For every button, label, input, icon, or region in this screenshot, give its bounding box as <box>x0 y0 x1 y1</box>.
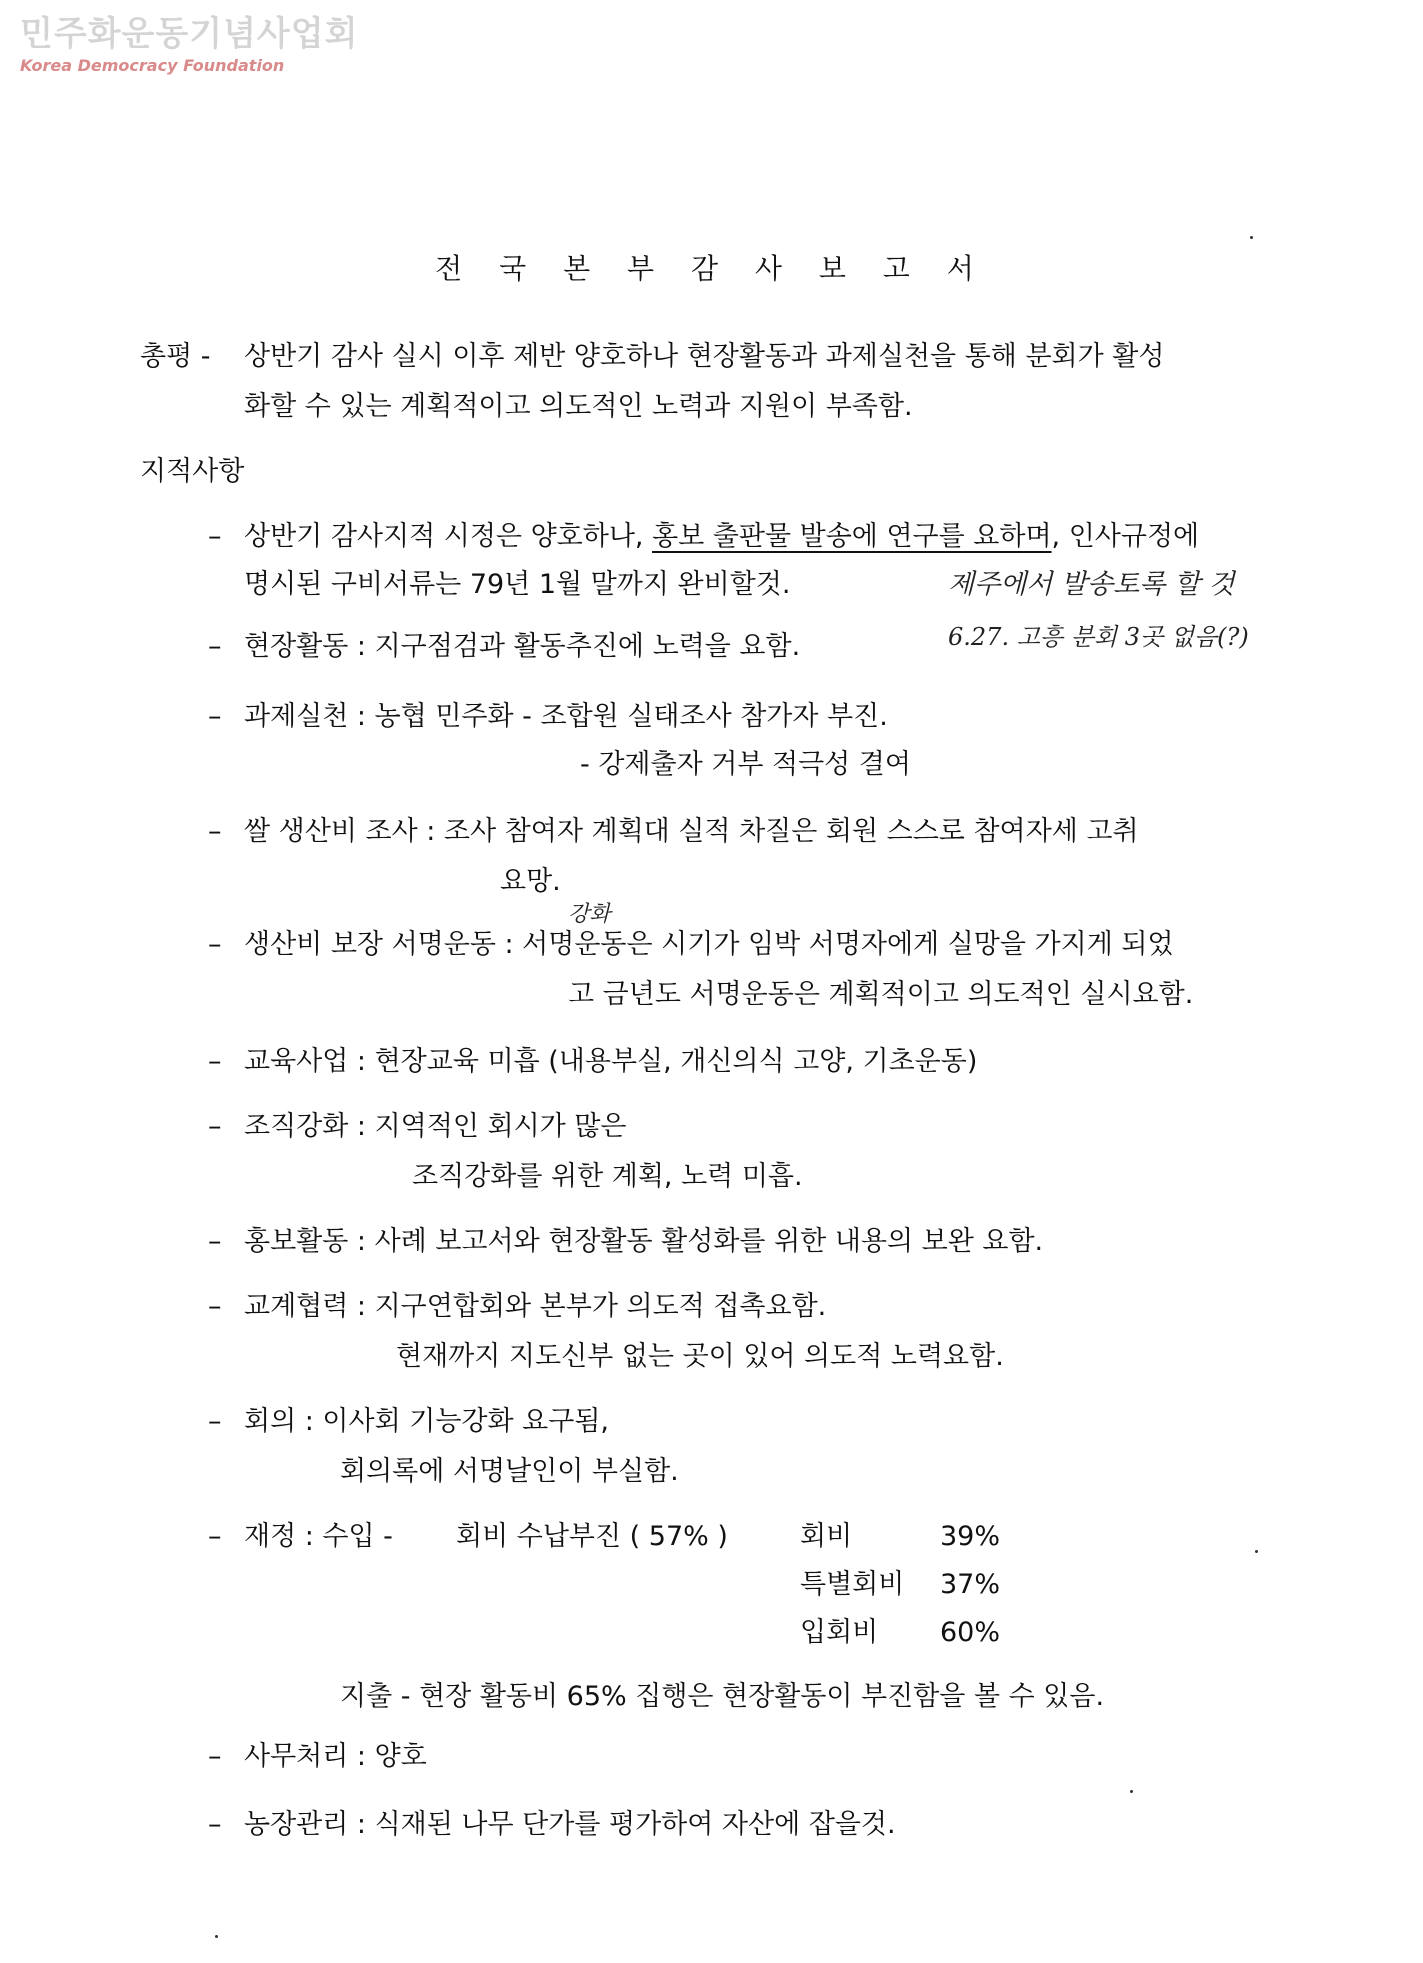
item-text: 조직강화 : 지역적인 회시가 많은 <box>244 1111 627 1142</box>
finance-breakdown-value: 39% <box>940 1521 1001 1552</box>
item-line2: 명시된 구비서류는 79년 1월 말까지 완비할것. <box>244 569 791 600</box>
finance-breakdown-label: 입회비 <box>800 1617 879 1648</box>
item-text: 회의 : 이사회 기능강화 요구됨, <box>244 1406 609 1437</box>
list-item: – 회의 : 이사회 기능강화 요구됨, <box>208 1406 609 1437</box>
finance-row: – 재정 : 수입 - <box>208 1521 393 1552</box>
scan-speck <box>215 1935 218 1938</box>
list-item: – 교육사업 : 현장교육 미흡 (내용부실, 개신의식 고양, 기초운동) <box>208 1046 978 1077</box>
general-label: 총평 - <box>140 341 211 372</box>
item-text: 생산비 보장 서명운동 : 서명운동은 시기가 임박 서명자에게 실망을 가지게 되었 <box>244 929 1174 960</box>
item-text: 사무처리 : 양호 <box>244 1741 427 1772</box>
list-item: – 상반기 감사지적 시정은 양호하나, 홍보 출판물 발송에 연구를 요하며, 인사규정에 <box>208 521 1200 552</box>
item-text: 현장활동 : 지구점검과 활동추진에 노력을 요함. <box>244 631 801 662</box>
list-item: – 조직강화 : 지역적인 회시가 많은 <box>208 1111 627 1142</box>
list-item: – 쌀 생산비 조사 : 조사 참여자 계획대 실적 차질은 회원 스스로 참여자세 고취 <box>208 816 1139 847</box>
finance-breakdown-value: 60% <box>940 1617 1001 1648</box>
document-title: 전 국 본 부 감 사 보 고 서 <box>435 252 988 285</box>
item-text: , 인사규정에 <box>1051 521 1200 552</box>
list-item: – 농장관리 : 식재된 나무 단가를 평가하여 자산에 잡을것. <box>208 1809 896 1840</box>
item-underlined-text: 홍보 출판물 발송에 연구를 요하며 <box>652 521 1052 552</box>
finance-label: 재정 : 수입 - <box>244 1521 393 1552</box>
item-text: 교육사업 : 현장교육 미흡 (내용부실, 개신의식 고양, 기초운동) <box>244 1046 978 1077</box>
list-item: – 교계협력 : 지구연합회와 본부가 의도적 접촉요함. <box>208 1291 827 1322</box>
item-text: 교계협력 : 지구연합회와 본부가 의도적 접촉요함. <box>244 1291 827 1322</box>
item-line2: 조직강화를 위한 계획, 노력 미흡. <box>412 1161 803 1192</box>
finance-dues: 회비 수납부진 ( 57% ) <box>456 1521 728 1552</box>
handwritten-note: 6.27. 고흥 분회 3곳 없음(?) <box>948 623 1249 651</box>
item-line2: 고 금년도 서명운동은 계획적이고 의도적인 실시요함. <box>568 979 1194 1010</box>
finance-breakdown-label: 특별회비 <box>800 1569 905 1600</box>
handwritten-note: 제주에서 발송토록 할 것 <box>948 569 1235 600</box>
finance-expense: 지출 - 현장 활동비 65% 집행은 현장활동이 부진함을 볼 수 있음. <box>340 1681 1105 1712</box>
handwritten-note: 강화 <box>568 902 611 927</box>
item-line2: 요망. <box>500 866 561 897</box>
item-text: 쌀 생산비 조사 : 조사 참여자 계획대 실적 차질은 회원 스스로 참여자세 고취 <box>244 816 1139 847</box>
item-text: 상반기 감사지적 시정은 양호하나, <box>244 521 653 552</box>
list-item: – 홍보활동 : 사례 보고서와 현장활동 활성화를 위한 내용의 보완 요함. <box>208 1226 1044 1257</box>
watermark-korean: 민주화운동기념사업회 <box>20 14 359 54</box>
section-heading: 지적사항 <box>140 456 245 487</box>
general-line1: 상반기 감사 실시 이후 제반 양호하나 현장활동과 과제실천을 통해 분회가 활성 <box>244 341 1165 372</box>
list-item: – 사무처리 : 양호 <box>208 1741 427 1772</box>
item-line2: 회의록에 서명날인이 부실함. <box>340 1456 679 1487</box>
list-item: – 현장활동 : 지구점검과 활동추진에 노력을 요함. <box>208 631 801 662</box>
item-line2: 현재까지 지도신부 없는 곳이 있어 의도적 노력요함. <box>396 1341 1004 1372</box>
list-item: – 생산비 보장 서명운동 : 서명운동은 시기가 임박 서명자에게 실망을 가지게 되었 <box>208 929 1174 960</box>
scan-speck <box>1250 236 1253 239</box>
item-text: 과제실천 : 농협 민주화 - 조합원 실태조사 참가자 부진. <box>244 701 888 732</box>
scan-speck <box>1255 1550 1258 1553</box>
item-text: 농장관리 : 식재된 나무 단가를 평가하여 자산에 잡을것. <box>244 1809 896 1840</box>
general-line2: 화할 수 있는 계획적이고 의도적인 노력과 지원이 부족함. <box>244 391 913 422</box>
item-text: 홍보활동 : 사례 보고서와 현장활동 활성화를 위한 내용의 보완 요함. <box>244 1226 1044 1257</box>
watermark-english: Korea Democracy Foundation <box>20 56 285 75</box>
list-item: – 과제실천 : 농협 민주화 - 조합원 실태조사 참가자 부진. <box>208 701 888 732</box>
finance-breakdown-value: 37% <box>940 1569 1001 1600</box>
finance-breakdown-label: 회비 <box>800 1521 853 1552</box>
item-line2: - 강제출자 거부 적극성 결여 <box>580 749 911 780</box>
scan-speck <box>1130 1790 1133 1793</box>
